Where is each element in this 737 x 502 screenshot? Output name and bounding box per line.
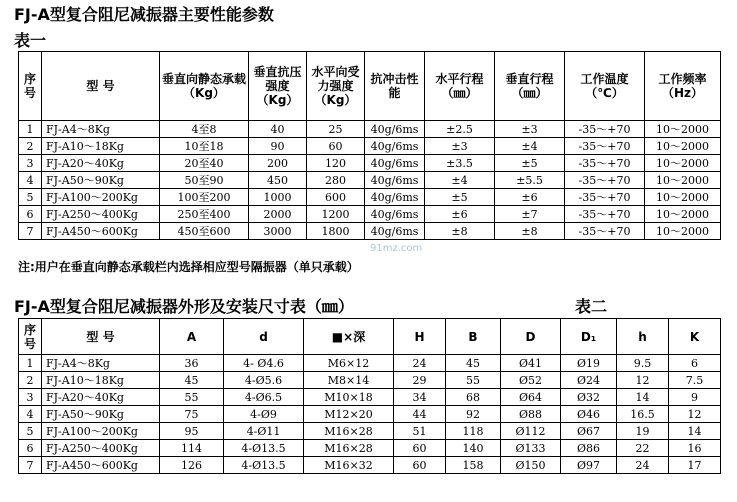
table-cell: Ø24 bbox=[561, 372, 617, 389]
table-cell: 4至8 bbox=[160, 121, 249, 138]
header-cell: d bbox=[224, 319, 304, 355]
table-cell: 450 bbox=[249, 172, 307, 189]
table-cell: 12 bbox=[669, 406, 721, 423]
table-cell: 6 bbox=[669, 355, 721, 372]
table-cell: 2000 bbox=[249, 206, 307, 223]
watermark: 91mz.com bbox=[370, 243, 423, 254]
table-cell: 60 bbox=[394, 457, 446, 474]
table-cell: 45 bbox=[446, 355, 501, 372]
header-cell: B bbox=[446, 319, 501, 355]
table-row bbox=[19, 423, 721, 440]
table-cell: 60 bbox=[307, 138, 365, 155]
table-cell: 4-Ø9 bbox=[224, 406, 304, 423]
table-cell: 16 bbox=[669, 440, 721, 457]
table-row bbox=[19, 389, 721, 406]
table-cell: ±5 bbox=[425, 189, 495, 206]
table-cell: 120 bbox=[307, 155, 365, 172]
selection-note: 注:用户在垂直向静态承载栏内选择相应型号隔振器（单只承载） bbox=[18, 260, 359, 274]
table-cell: M16×28 bbox=[304, 423, 394, 440]
table-cell: M16×32 bbox=[304, 457, 394, 474]
table-cell: 40g/6ms bbox=[365, 155, 425, 172]
table-cell: ±6 bbox=[495, 189, 565, 206]
table-cell: 12 bbox=[617, 372, 669, 389]
table-cell: 24 bbox=[394, 355, 446, 372]
table-cell: -35～+70 bbox=[565, 138, 645, 155]
table-cell: 3 bbox=[19, 389, 42, 406]
table-cell: 14 bbox=[617, 389, 669, 406]
table-cell: 250至400 bbox=[160, 206, 249, 223]
table-cell: 10～2000 bbox=[645, 223, 721, 240]
table-cell: 44 bbox=[394, 406, 446, 423]
dimensions-table bbox=[18, 318, 721, 474]
table-cell: ±6 bbox=[425, 206, 495, 223]
header-cell: 垂直抗压强度（Kg） bbox=[249, 52, 307, 121]
table-cell: 126 bbox=[160, 457, 224, 474]
table-cell: 40g/6ms bbox=[365, 206, 425, 223]
table-cell: 14 bbox=[669, 423, 721, 440]
table-cell: 158 bbox=[446, 457, 501, 474]
table-cell: ±8 bbox=[495, 223, 565, 240]
table-cell: 10～2000 bbox=[645, 172, 721, 189]
table-cell: 7.5 bbox=[669, 372, 721, 389]
table-cell: 9 bbox=[669, 389, 721, 406]
table-cell: Ø67 bbox=[561, 423, 617, 440]
table-cell: 19 bbox=[617, 423, 669, 440]
table-cell: ±3 bbox=[495, 121, 565, 138]
table2-title: FJ-A型复合阻尼减振器外形及安装尺寸表（㎜） bbox=[14, 297, 354, 316]
table-cell: ±3.5 bbox=[425, 155, 495, 172]
table-cell: 5 bbox=[19, 423, 42, 440]
table-cell: 10至18 bbox=[160, 138, 249, 155]
model-cell: FJ-A4～8Kg bbox=[42, 355, 160, 372]
table-cell: 20至40 bbox=[160, 155, 249, 172]
model-cell: FJ-A250～400Kg bbox=[42, 206, 160, 223]
table-cell: 4-Ø6.5 bbox=[224, 389, 304, 406]
header-cell: 型 号 bbox=[42, 319, 160, 355]
table-cell: 1 bbox=[19, 355, 42, 372]
table-cell: Ø52 bbox=[501, 372, 561, 389]
table-cell: Ø88 bbox=[501, 406, 561, 423]
table-cell: ±2.5 bbox=[425, 121, 495, 138]
table-cell: 10～2000 bbox=[645, 189, 721, 206]
table-cell: M12×20 bbox=[304, 406, 394, 423]
table-cell: 95 bbox=[160, 423, 224, 440]
table-cell: 40g/6ms bbox=[365, 223, 425, 240]
table-cell: 40g/6ms bbox=[365, 138, 425, 155]
table-cell: M8×14 bbox=[304, 372, 394, 389]
table-cell: ±3 bbox=[425, 138, 495, 155]
table-cell: ±7 bbox=[495, 206, 565, 223]
table-cell: 4-Ø13.5 bbox=[224, 440, 304, 457]
header-cell: D bbox=[501, 319, 561, 355]
table-cell: 36 bbox=[160, 355, 224, 372]
model-cell: FJ-A20～40Kg bbox=[42, 155, 160, 172]
table-cell: Ø32 bbox=[561, 389, 617, 406]
model-cell: FJ-A100～200Kg bbox=[42, 189, 160, 206]
table-cell: -35～+70 bbox=[565, 223, 645, 240]
table-cell: 1200 bbox=[307, 206, 365, 223]
table-cell: Ø150 bbox=[501, 457, 561, 474]
table-cell: -35～+70 bbox=[565, 172, 645, 189]
table-cell: 75 bbox=[160, 406, 224, 423]
table-cell: 114 bbox=[160, 440, 224, 457]
table-cell: 22 bbox=[617, 440, 669, 457]
table-cell: 4- Ø4.6 bbox=[224, 355, 304, 372]
header-cell: 序号 bbox=[19, 319, 42, 355]
table-cell: 7 bbox=[19, 223, 42, 240]
table-cell: 7 bbox=[19, 457, 42, 474]
model-cell: FJ-A10～18Kg bbox=[42, 138, 160, 155]
header-cell: 工作频率（Hz） bbox=[645, 52, 721, 121]
header-cell: 垂直行程（㎜） bbox=[495, 52, 565, 121]
header-cell: 水平行程（㎜） bbox=[425, 52, 495, 121]
table-cell: 50至90 bbox=[160, 172, 249, 189]
table-cell: 6 bbox=[19, 440, 42, 457]
header-cell: 序号 bbox=[19, 52, 42, 121]
table-cell: 17 bbox=[669, 457, 721, 474]
table-cell: 2 bbox=[19, 138, 42, 155]
table-cell: M10×18 bbox=[304, 389, 394, 406]
table-row bbox=[19, 457, 721, 474]
table-cell: 6 bbox=[19, 206, 42, 223]
performance-table bbox=[18, 51, 721, 240]
table-row bbox=[19, 206, 721, 223]
table-cell: 4-Ø11 bbox=[224, 423, 304, 440]
header-cell: A bbox=[160, 319, 224, 355]
table-cell: 2 bbox=[19, 372, 42, 389]
table-cell: 118 bbox=[446, 423, 501, 440]
table-cell: 10～2000 bbox=[645, 121, 721, 138]
table1-title: FJ-A型复合阻尼减振器主要性能参数 bbox=[14, 5, 274, 24]
table-cell: Ø86 bbox=[561, 440, 617, 457]
model-cell: FJ-A50～90Kg bbox=[42, 406, 160, 423]
table-cell: 40 bbox=[249, 121, 307, 138]
table-cell: -35～+70 bbox=[565, 206, 645, 223]
table-row bbox=[19, 138, 721, 155]
table-row bbox=[19, 155, 721, 172]
table-cell: 92 bbox=[446, 406, 501, 423]
table-cell: 16.5 bbox=[617, 406, 669, 423]
header-cell: D₁ bbox=[561, 319, 617, 355]
table-cell: 68 bbox=[446, 389, 501, 406]
table2-label: 表二 bbox=[575, 297, 608, 316]
header-cell: K bbox=[669, 319, 721, 355]
table-cell: ±8 bbox=[425, 223, 495, 240]
table-row bbox=[19, 172, 721, 189]
table-cell: M6×12 bbox=[304, 355, 394, 372]
model-cell: FJ-A450～600Kg bbox=[42, 223, 160, 240]
table-cell: Ø19 bbox=[561, 355, 617, 372]
table-cell: Ø133 bbox=[501, 440, 561, 457]
header-cell: 垂直向静态承载（Kg） bbox=[160, 52, 249, 121]
header-cell: h bbox=[617, 319, 669, 355]
table-cell: 40g/6ms bbox=[365, 189, 425, 206]
table-cell: 200 bbox=[249, 155, 307, 172]
table-row bbox=[19, 406, 721, 423]
table-cell: 9.5 bbox=[617, 355, 669, 372]
table-cell: Ø112 bbox=[501, 423, 561, 440]
table-header-row bbox=[19, 52, 721, 121]
header-cell: 工作温度（℃） bbox=[565, 52, 645, 121]
table-cell: 1000 bbox=[249, 189, 307, 206]
table-cell: 4 bbox=[19, 406, 42, 423]
table-cell: 450至600 bbox=[160, 223, 249, 240]
table-cell: 3 bbox=[19, 155, 42, 172]
table-cell: 5 bbox=[19, 189, 42, 206]
table-cell: 3000 bbox=[249, 223, 307, 240]
model-cell: FJ-A100～200Kg bbox=[42, 423, 160, 440]
table-cell: 4-Ø13.5 bbox=[224, 457, 304, 474]
table-cell: -35～+70 bbox=[565, 121, 645, 138]
table-cell: 34 bbox=[394, 389, 446, 406]
table-cell: 1 bbox=[19, 121, 42, 138]
table-row bbox=[19, 189, 721, 206]
table-cell: 40g/6ms bbox=[365, 172, 425, 189]
header-cell: ■×深 bbox=[304, 319, 394, 355]
table-cell: 60 bbox=[394, 440, 446, 457]
table-row bbox=[19, 440, 721, 457]
header-cell: 型 号 bbox=[42, 52, 160, 121]
header-cell: H bbox=[394, 319, 446, 355]
table-cell: Ø97 bbox=[561, 457, 617, 474]
table-cell: 24 bbox=[617, 457, 669, 474]
table-cell: 10～2000 bbox=[645, 138, 721, 155]
table-cell: -35～+70 bbox=[565, 189, 645, 206]
table-cell: 10～2000 bbox=[645, 155, 721, 172]
table-cell: Ø41 bbox=[501, 355, 561, 372]
table-cell: Ø46 bbox=[561, 406, 617, 423]
table-cell: 10～2000 bbox=[645, 206, 721, 223]
model-cell: FJ-A50～90Kg bbox=[42, 172, 160, 189]
table-cell: 51 bbox=[394, 423, 446, 440]
table-cell: ±5.5 bbox=[495, 172, 565, 189]
header-cell: 抗冲击性能 bbox=[365, 52, 425, 121]
table-cell: 45 bbox=[160, 372, 224, 389]
table1-label: 表一 bbox=[14, 31, 47, 50]
table-cell: 55 bbox=[446, 372, 501, 389]
table-cell: ±5 bbox=[495, 155, 565, 172]
table-cell: 1800 bbox=[307, 223, 365, 240]
model-cell: FJ-A10～18Kg bbox=[42, 372, 160, 389]
table-cell: 55 bbox=[160, 389, 224, 406]
table-cell: 25 bbox=[307, 121, 365, 138]
table-cell: 90 bbox=[249, 138, 307, 155]
table-row bbox=[19, 372, 721, 389]
model-cell: FJ-A450～600Kg bbox=[42, 457, 160, 474]
table-row bbox=[19, 121, 721, 138]
table-cell: 100至200 bbox=[160, 189, 249, 206]
table-cell: 4-Ø5.6 bbox=[224, 372, 304, 389]
table-row bbox=[19, 223, 721, 240]
table-cell: ±4 bbox=[495, 138, 565, 155]
table-cell: 600 bbox=[307, 189, 365, 206]
model-cell: FJ-A250～400Kg bbox=[42, 440, 160, 457]
header-cell: 水平向受力强度（Kg） bbox=[307, 52, 365, 121]
table-cell: -35～+70 bbox=[565, 155, 645, 172]
table-cell: 29 bbox=[394, 372, 446, 389]
table-cell: 4 bbox=[19, 172, 42, 189]
model-cell: FJ-A20～40Kg bbox=[42, 389, 160, 406]
table-cell: Ø64 bbox=[501, 389, 561, 406]
table-cell: 140 bbox=[446, 440, 501, 457]
table-row bbox=[19, 355, 721, 372]
table-header-row bbox=[19, 319, 721, 355]
table-cell: ±4 bbox=[425, 172, 495, 189]
table-cell: 40g/6ms bbox=[365, 121, 425, 138]
table-cell: 280 bbox=[307, 172, 365, 189]
model-cell: FJ-A4～8Kg bbox=[42, 121, 160, 138]
table-cell: M16×28 bbox=[304, 440, 394, 457]
